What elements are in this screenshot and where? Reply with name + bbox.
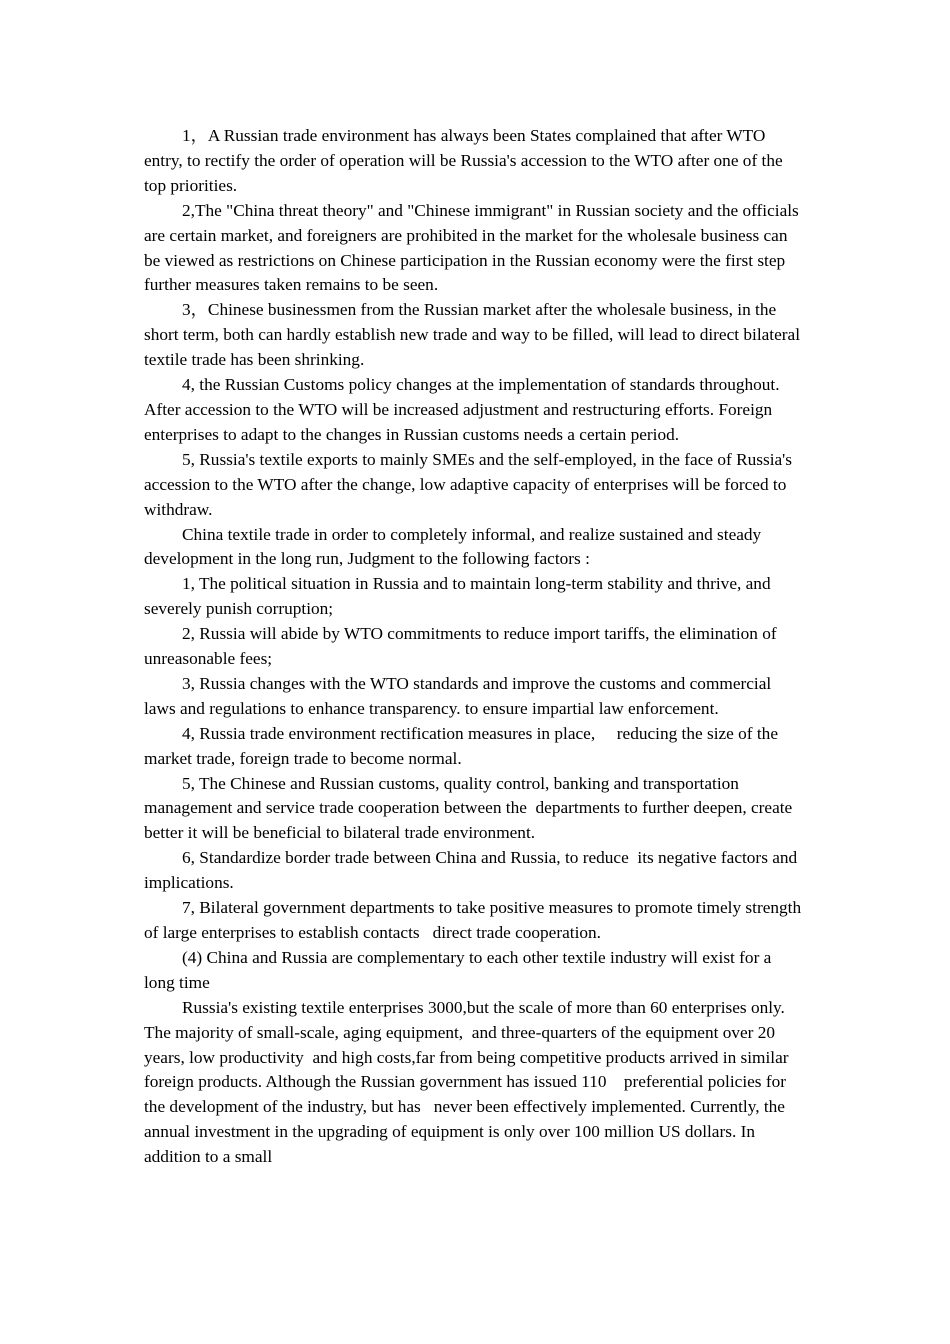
paragraph-7: 1, The political situation in Russia and to maintain long-term stability and thrive, and severely punish corruption; — [144, 574, 775, 619]
paragraph-3: 3，Chinese businessmen from the Russian market after the wholesale business, in the short term, both can hardly establish new trade and way to be filled, will lead to direct bilateral textile trade has been shrinking. — [144, 300, 805, 370]
paragraph-12: 6, Standardize border trade between China and Russia, to reduce its negative factors and implications. — [144, 848, 802, 893]
paragraph-11: 5, The Chinese and Russian customs, quality control, banking and transportation management and service trade cooperation between the departments to further deepen, create better it will be beneficial to bilateral trade environment. — [144, 773, 797, 843]
paragraph-5: 5, Russia's textile exports to mainly SMEs and the self-employed, in the face of Russia's accession to the WTO after the change, low adaptive capacity of enterprises will be forced to withdraw. — [144, 449, 797, 519]
paragraph-2: 2,The "China threat theory" and "Chinese immigrant" in Russian society and the officials are certain market, and foreigners are prohibited in the market for the wholesale business can be viewed as restrictions on Chinese participation in the Russian economy were the first step further measures taken remains to be seen. — [144, 200, 804, 295]
paragraph-6: China textile trade in order to completely informal, and realize sustained and steady development in the long run, Judgment to the following factors : — [144, 524, 766, 569]
paragraph-1: 1，A Russian trade environment has always been States complained that after WTO entry, to rectify the order of operation will be Russia's accession to the WTO after one of the top priorities. — [144, 126, 787, 195]
document-body — [144, 124, 806, 1170]
paragraph-8: 2, Russia will abide by WTO commitments to reduce import tariffs, the elimination of unreasonable fees; — [144, 624, 781, 669]
paragraph-10: 4, Russia trade environment rectification measures in place, reducing the size of the market trade, foreign trade to become normal. — [144, 723, 783, 768]
paragraph-9: 3, Russia changes with the WTO standards and improve the customs and commercial laws and regulations to enhance transparency. to ensure impartial law enforcement. — [144, 673, 776, 718]
paragraph-13: 7, Bilateral government departments to take positive measures to promote timely strength of large enterprises to establish contacts direct trade cooperation. — [144, 898, 806, 942]
paragraph-15: Russia's existing textile enterprises 3000,but the scale of more than 60 enterprises only. The majority of small-scale, aging equipment, and three-quarters of the equipment over 20 years, low productivity and high costs,far from being competitive products arrived in similar foreign products. Although the Russian government has issued 110 preferential policies for the development of the industry, but has never been effectively implemented. Currently, the annual investment in the upgrading of equipment is only over 100 million US dollars. In addition to a small — [144, 997, 793, 1167]
paragraph-14: (4) China and Russia are complementary to each other textile industry will exist for a long time — [144, 947, 776, 992]
paragraph-4: 4, the Russian Customs policy changes at the implementation of standards throughout. After accession to the WTO will be increased adjustment and restructuring efforts. Foreign enterprises to adapt to the changes in Russian customs needs a certain period. — [144, 375, 783, 444]
